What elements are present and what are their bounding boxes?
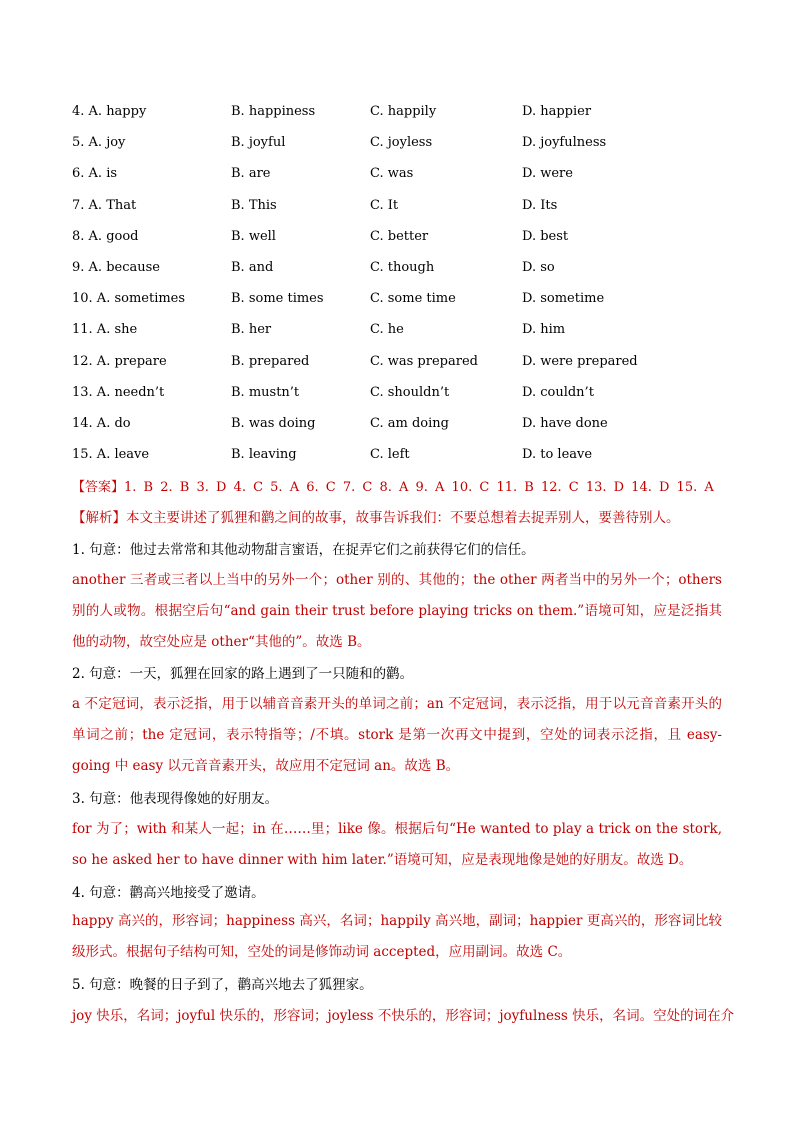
answer-list: 1. B 2. B 3. D 4. C 5. A 6. C 7. C 8. A 9. A 10. C 11. B 12. C 13. D 14. D 15. A — [124, 480, 714, 495]
option-a: 9. A. because — [72, 260, 160, 275]
option-b: B. mustn’t — [231, 384, 300, 400]
option-b: B. well — [231, 228, 276, 244]
question-row — [72, 133, 732, 153]
option-d: D. were — [522, 166, 573, 182]
option-b: B. This — [231, 197, 277, 213]
option-b: B. and — [231, 260, 274, 275]
option-d: D. happier — [522, 104, 592, 119]
option-d: D. him — [522, 322, 566, 338]
option-c: C. happily — [370, 104, 437, 119]
option-b: B. was doing — [231, 416, 316, 431]
explanation-body-1: another 三者或三者以上当中的另外一个；other 别的、其他的；the other 两者当中的另外一个；others 别的人或物。根据空后句“and gain their trust before playing tricks on them.”语境可知，应是泛指其他的动物，故空处应是 other“其他的”。故选 B。 — [72, 572, 722, 650]
option-d: D. were prepared — [522, 353, 638, 369]
option-b: B. joyful — [231, 135, 286, 151]
analysis-label: 【解析】 — [72, 510, 126, 526]
option-a: 13. A. needn’t — [72, 384, 165, 400]
explanation-body-5: joy 快乐，名词；joyful 快乐的，形容词；joyless 不快乐的，形容词；joyfulness 快乐，名词。空处的词在介 — [72, 1008, 735, 1024]
option-b: B. happiness — [231, 104, 316, 119]
option-b: B. are — [231, 166, 271, 182]
option-c: C. left — [370, 447, 410, 463]
option-a: 7. A. That — [72, 197, 137, 213]
option-c: C. better — [370, 228, 429, 244]
answer-label: 【答案】 — [72, 480, 125, 495]
question-row — [72, 352, 732, 372]
explanation-heading-2: 2. 句意：一天，狐狸在回家的路上遇到了一只随和的鹳。 — [72, 666, 414, 682]
option-c: C. am doing — [370, 416, 449, 431]
question-row — [72, 258, 732, 278]
option-d: D. Its — [522, 197, 558, 213]
option-d: D. to leave — [522, 447, 593, 463]
option-c: C. though — [370, 260, 435, 275]
question-row — [72, 196, 732, 216]
question-row — [72, 102, 732, 122]
option-a: 8. A. good — [72, 228, 139, 244]
explanation-heading-5: 5. 句意：晚餐的日子到了，鹳高兴地去了狐狸家。 — [72, 977, 373, 993]
option-a: 5. A. joy — [72, 135, 126, 151]
option-d: D. sometime — [522, 291, 605, 307]
option-a: 15. A. leave — [72, 447, 150, 463]
explanation-body-4: happy 高兴的，形容词；happiness 高兴，名词；happily 高兴地，副词；happier 更高兴的，形容词比较级形式。根据句子结构可知，空处的词是修饰动词 accepted，应用副词。故选 C。 — [72, 913, 722, 960]
option-c: C. some time — [370, 291, 456, 307]
option-a: 6. A. is — [72, 166, 118, 182]
analysis-line — [72, 507, 722, 529]
question-row — [72, 383, 732, 403]
option-b: B. her — [231, 322, 272, 338]
analysis-summary: 本文主要讲述了狐狸和鹳之间的故事，故事告诉我们：不要总想着去捉弄别人，要善待别人。 — [126, 510, 680, 526]
option-a: 4. A. happy — [72, 104, 147, 119]
answer-line — [72, 477, 732, 499]
option-d: D. so — [522, 260, 555, 275]
option-a: 12. A. prepare — [72, 353, 167, 369]
question-row — [72, 320, 732, 340]
option-b: B. leaving — [231, 447, 297, 463]
option-c: C. joyless — [370, 135, 433, 151]
explanation-heading-1: 1. 句意：他过去常常和其他动物甜言蜜语，在捉弄它们之前获得它们的信任。 — [72, 542, 535, 558]
explanation-body-3: for 为了；with 和某人一起；in 在……里；like 像。根据后句“He wanted to play a trick on the stork, so he asked her to have dinner with him later.”语境可知，应是表现地像是她的好朋友。故选 D。 — [72, 821, 722, 868]
option-b: B. some times — [231, 291, 324, 307]
option-d: D. have done — [522, 416, 608, 431]
option-c: C. he — [370, 322, 404, 338]
option-a: 14. A. do — [72, 416, 131, 431]
question-row — [72, 164, 732, 184]
option-a: 10. A. sometimes — [72, 291, 186, 307]
option-d: D. joyfulness — [522, 135, 607, 151]
option-c: C. was prepared — [370, 353, 478, 369]
option-c: C. It — [370, 197, 399, 213]
explanation-body-2: a 不定冠词，表示泛指，用于以辅音音素开头的单词之前；an 不定冠词，表示泛指，用于以元音音素开头的单词之前；the 定冠词，表示特指等；/不填。stork 是第一次再文中提到，空处的词表示泛指，且 easy-going 中 easy 以元音音素开头，故应用不定冠词 an。故选 B。 — [72, 696, 722, 774]
option-a: 11. A. she — [72, 322, 138, 338]
explanation-heading-4: 4. 句意：鹳高兴地接受了邀请。 — [72, 885, 265, 901]
option-c: C. shouldn’t — [370, 384, 450, 400]
explanation-heading-3: 3. 句意：他表现得像她的好朋友。 — [72, 791, 279, 807]
question-row — [72, 445, 732, 465]
option-d: D. best — [522, 228, 569, 244]
question-row — [72, 414, 732, 434]
question-row — [72, 227, 732, 247]
question-row — [72, 289, 732, 309]
option-d: D. couldn’t — [522, 384, 594, 400]
option-c: C. was — [370, 166, 414, 182]
option-b: B. prepared — [231, 353, 310, 369]
